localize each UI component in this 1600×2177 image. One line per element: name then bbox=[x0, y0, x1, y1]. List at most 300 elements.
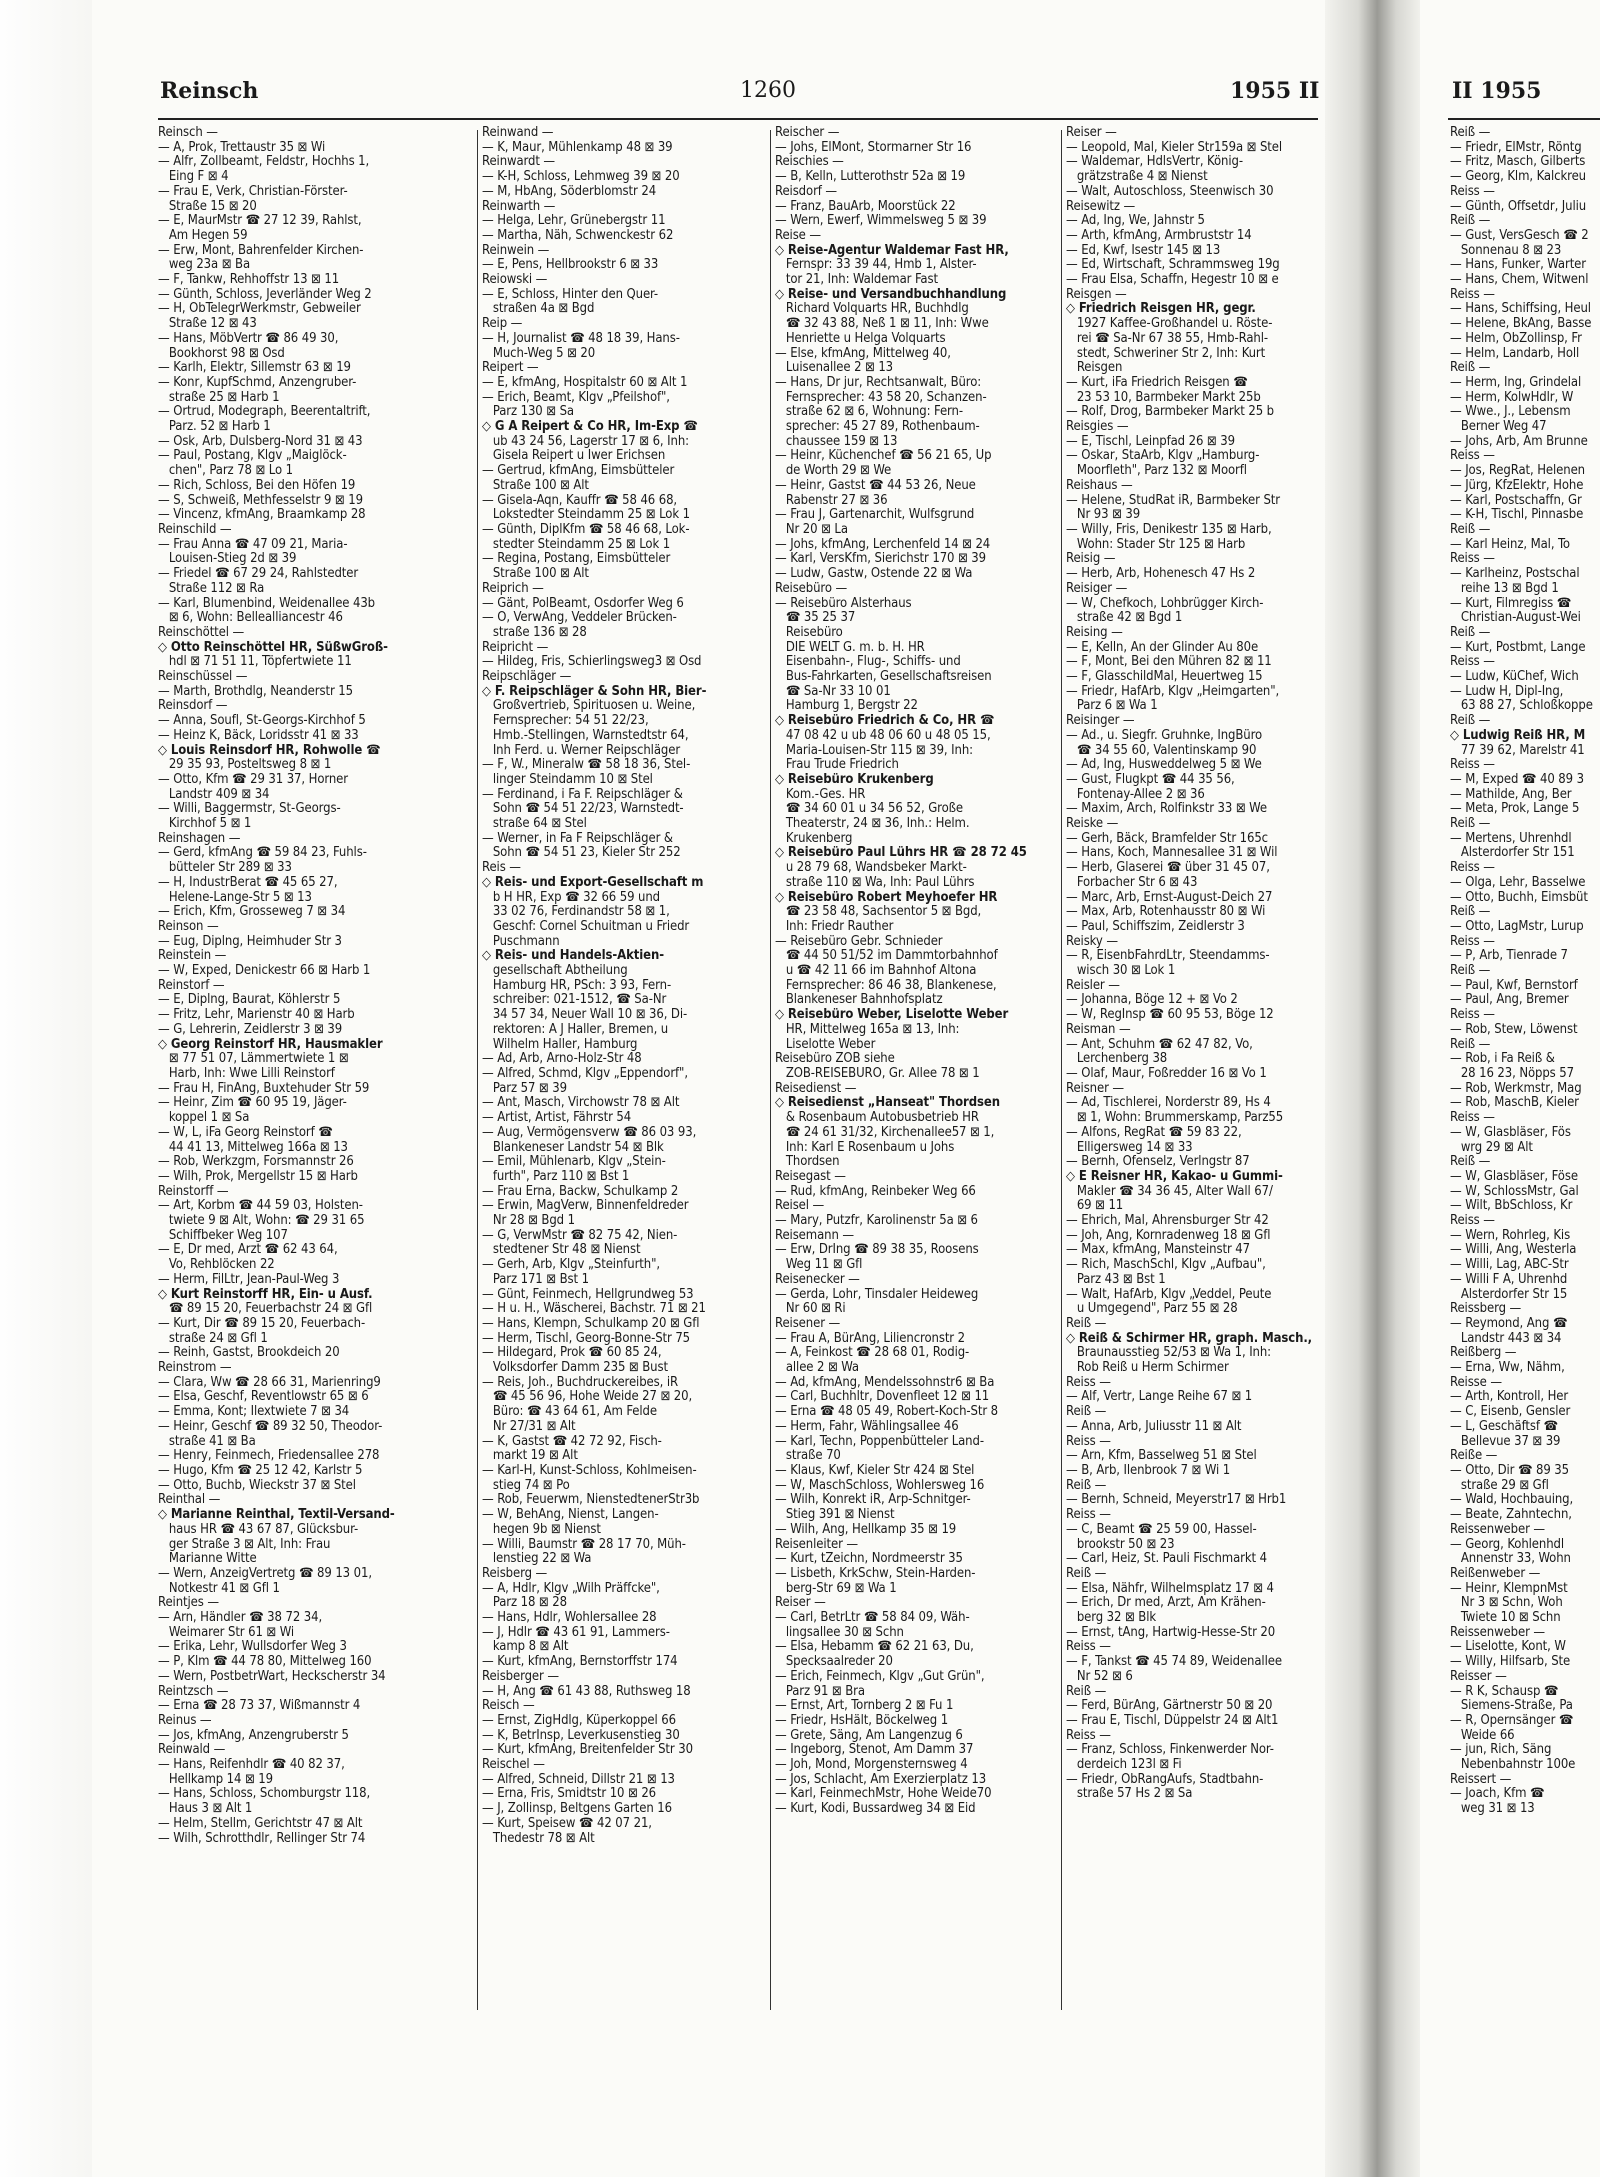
directory-entry: rektoren: A J Haller, Bremen, u bbox=[482, 1021, 669, 1037]
directory-entry: straße 57 Hs 2 ⊠ Sa bbox=[1066, 1786, 1193, 1802]
directory-entry: Nr 60 ⊠ Ri bbox=[775, 1301, 846, 1317]
directory-entry: ◇ Kurt Reinstorff HR, Ein- u Ausf. bbox=[158, 1286, 373, 1302]
directory-entry: straße 110 ⊠ Wa, Inh: Paul Lührs bbox=[775, 874, 975, 890]
directory-entry: Eing F ⊠ 4 bbox=[158, 169, 229, 185]
directory-entry: — W, MaschSchloss, Wohlersweg 16 bbox=[775, 1477, 985, 1493]
directory-entry: ub 43 24 56, Lagerstr 17 ⊠ 6, Inh: bbox=[482, 433, 689, 449]
directory-entry: — E, Tischl, Leinpfad 26 ⊠ 39 bbox=[1066, 433, 1235, 449]
directory-entry: ◇ E Reisner HR, Kakao- u Gummi- bbox=[1066, 1168, 1283, 1184]
directory-entry: Much-Weg 5 ⊠ 20 bbox=[482, 345, 596, 361]
directory-entry: — Franz, BauArb, Moorstück 22 bbox=[775, 198, 956, 214]
directory-entry: — Lisbeth, KrkSchw, Stein-Harden- bbox=[775, 1565, 976, 1581]
directory-entry: — Rich, MaschSchl, Klgv „Aufbau", bbox=[1066, 1257, 1266, 1273]
surname-heading: Reiss — bbox=[1450, 757, 1495, 773]
directory-entry: — Willi, Lag, ABC-Str bbox=[1450, 1257, 1569, 1273]
next-page-column bbox=[1450, 126, 1600, 2166]
directory-entry: grätzstraße 4 ⊠ Nienst bbox=[1066, 169, 1208, 185]
directory-entry: Nebenbahnstr 100e bbox=[1450, 1757, 1576, 1773]
directory-entry: — E, kfmAng, Hospitalstr 60 ⊠ Alt 1 bbox=[482, 374, 688, 390]
directory-entry: — Wwe., J., Lebensm bbox=[1450, 404, 1571, 420]
directory-entry: — Paul, Schiffszim, Zeidlerstr 3 bbox=[1066, 918, 1245, 934]
directory-entry: — Kurt, Postbmt, Lange bbox=[1450, 639, 1586, 655]
directory-entry: — Henry, Feinmech, Friedensallee 278 bbox=[158, 1448, 380, 1464]
directory-entry: Landstr 443 ⊠ 34 bbox=[1450, 1330, 1562, 1346]
directory-entry: lingsallee 30 ⊠ Schn bbox=[775, 1624, 904, 1640]
directory-entry: berg 32 ⊠ Blk bbox=[1066, 1610, 1157, 1626]
directory-entry: — Erna ☎ 28 73 37, Wißmannstr 4 bbox=[158, 1698, 361, 1714]
directory-entry: hdl ⊠ 71 51 11, Töpfertwiete 11 bbox=[158, 654, 352, 670]
directory-entry: — H, Journalist ☎ 48 18 39, Hans- bbox=[482, 330, 680, 346]
directory-entry: ☎ 45 56 96, Hohe Weide 27 ⊠ 20, bbox=[482, 1389, 693, 1405]
directory-entry: — Wern, Ewerf, Wimmelsweg 5 ⊠ 39 bbox=[775, 213, 987, 229]
directory-entry: Gisela Reipert u Iwer Erichsen bbox=[482, 448, 666, 464]
surname-heading: Reisemann — bbox=[775, 1227, 854, 1243]
directory-entry: — H, Ang ☎ 61 43 88, Ruthsweg 18 bbox=[482, 1683, 691, 1699]
directory-entry: — Alfons, RegRat ☎ 59 83 22, bbox=[1066, 1124, 1242, 1140]
directory-entry: ◇ Reis- und Export-Gesellschaft m bbox=[482, 874, 704, 890]
directory-entry: Inh: Friedr Rauther bbox=[775, 918, 894, 934]
surname-heading: Reiß — bbox=[1066, 1404, 1107, 1420]
directory-entry: ◇ Reisebüro Friedrich & Co, HR ☎ bbox=[775, 713, 995, 729]
directory-entry: — Emil, Mühlenarb, Klgv „Stein- bbox=[482, 1154, 666, 1170]
directory-entry: Weimarer Str 61 ⊠ Wi bbox=[158, 1624, 295, 1640]
surname-heading: Reiß — bbox=[1066, 1565, 1107, 1581]
directory-entry: — Erna ☎ 48 05 49, Robert-Koch-Str 8 bbox=[775, 1404, 998, 1420]
directory-entry: ⊠ 6, Wohn: Bellealliancestr 46 bbox=[158, 610, 343, 626]
directory-entry: — Kurt, Dir ☎ 89 15 20, Feuerbach- bbox=[158, 1315, 366, 1331]
directory-entry: Bookhorst 98 ⊠ Osd bbox=[158, 345, 285, 361]
surname-heading: Reis — bbox=[482, 860, 521, 876]
directory-entry: — Joh, Mond, Morgensternsweg 4 bbox=[775, 1757, 968, 1773]
directory-entry: — K-H, Schloss, Lehmweg 39 ⊠ 20 bbox=[482, 169, 680, 185]
surname-heading: Reisler — bbox=[1066, 977, 1120, 993]
directory-entry: Geschf: Cornel Schuitman u Friedr bbox=[482, 918, 690, 934]
directory-entry: DIE WELT G. m. b. H. HR bbox=[775, 639, 925, 655]
directory-entry: Marianne Witte bbox=[158, 1551, 257, 1567]
directory-entry: — Ferd, BürAng, Gärtnerstr 50 ⊠ 20 bbox=[1066, 1698, 1273, 1714]
directory-entry: — Helene, BkAng, Basse bbox=[1450, 316, 1592, 332]
directory-entry: Reisgen bbox=[1066, 360, 1123, 376]
surname-heading: Reisedienst — bbox=[775, 1080, 857, 1096]
directory-entry: Bellevue 37 ⊠ 39 bbox=[1450, 1433, 1561, 1449]
directory-entry: ◇ Reis- und Handels-Aktien- bbox=[482, 948, 664, 964]
directory-entry: straße 136 ⊠ 28 bbox=[482, 624, 587, 640]
surname-heading: Reinus — bbox=[158, 1712, 212, 1728]
directory-entry: Braunausstieg 52/53 ⊠ Wa 1, Inh: bbox=[1066, 1345, 1272, 1361]
directory-entry: 47 08 42 u ub 48 06 60 u 48 05 15, bbox=[775, 727, 991, 743]
directory-entry: — Willy, Fris, Denikestr 135 ⊠ Harb, bbox=[1066, 521, 1272, 537]
directory-entry: — F, Tankw, Rehhoffstr 13 ⊠ 11 bbox=[158, 272, 340, 288]
directory-entry: — W, Glasbläser, Föse bbox=[1450, 1168, 1578, 1184]
directory-entry: — Emma, Kont; Ilextwiete 7 ⊠ 34 bbox=[158, 1404, 350, 1420]
directory-entry: — Gertrud, kfmAng, Eimsbütteler bbox=[482, 463, 675, 479]
directory-entry: Nr 93 ⊠ 39 bbox=[1066, 507, 1141, 523]
directory-entry: Sohn ☎ 54 51 22/23, Warnstedt- bbox=[482, 801, 684, 817]
directory-entry: Thedestr 78 ⊠ Alt bbox=[482, 1830, 595, 1846]
directory-entry: Fernsprecher: 43 58 20, Schanzen- bbox=[775, 389, 987, 405]
directory-entry: stieg 74 ⊠ Po bbox=[482, 1477, 570, 1493]
directory-entry: — Wilh, Konrekt iR, Arp-Schnitger- bbox=[775, 1492, 971, 1508]
directory-entry: — Otto, Dir ☎ 89 35 bbox=[1450, 1462, 1569, 1478]
directory-entry: — Johanna, Böge 12 + ⊠ Vo 2 bbox=[1066, 992, 1238, 1008]
directory-entry: — Friedr, HafArb, Klgv „Heimgarten", bbox=[1066, 683, 1280, 699]
directory-entry: — Ant, Masch, Virchowstr 78 ⊠ Alt bbox=[482, 1095, 680, 1111]
surname-heading: Reinschöttel — bbox=[158, 624, 245, 640]
directory-entry: Kom.-Ges. HR bbox=[775, 786, 866, 802]
directory-entry: — Helm, ObZollinsp, Fr bbox=[1450, 330, 1582, 346]
directory-entry: — Erna, Fris, Smidtstr 10 ⊠ 26 bbox=[482, 1786, 657, 1802]
directory-entry: — Kurt, kfmAng, Breitenfelder Str 30 bbox=[482, 1742, 693, 1758]
directory-entry: Sonnenau 8 ⊠ 23 bbox=[1450, 242, 1562, 258]
directory-entry: Frau Trude Friedrich bbox=[775, 757, 899, 773]
directory-entry: Fernspr: 33 39 44, Hmb 1, Alster- bbox=[775, 257, 977, 273]
directory-entry: — R K, Schausp ☎ bbox=[1450, 1683, 1559, 1699]
directory-entry: — Willi F A, Uhrenhd bbox=[1450, 1271, 1568, 1287]
directory-entry: — Reisebüro Gebr. Schnieder bbox=[775, 933, 943, 949]
directory-entry: — Karlheinz, Postschal bbox=[1450, 566, 1580, 582]
surname-heading: Reiss — bbox=[1450, 1007, 1495, 1023]
directory-entry: — Fritz, Masch, Gilberts bbox=[1450, 154, 1586, 170]
directory-entry: — Olga, Lehr, Basselwe bbox=[1450, 874, 1586, 890]
directory-entry: — Johs, Arb, Am Brunne bbox=[1450, 433, 1588, 449]
directory-entry: — Mathilde, Ang, Ber bbox=[1450, 786, 1572, 802]
column-divider bbox=[1061, 130, 1062, 2010]
directory-entry: — Clara, Ww ☎ 28 66 31, Marienring9 bbox=[158, 1374, 381, 1390]
surname-heading: Reisinger — bbox=[1066, 713, 1135, 729]
directory-entry: Makler ☎ 34 36 45, Alter Wall 67/ bbox=[1066, 1183, 1273, 1199]
directory-entry: — Frau H, FinAng, Buxtehuder Str 59 bbox=[158, 1080, 370, 1096]
directory-entry: straße 62 ⊠ 6, Wohnung: Fern- bbox=[775, 404, 963, 420]
directory-entry: — Werner, in Fa F Reipschläger & bbox=[482, 830, 673, 846]
directory-entry: Fernsprecher: 54 51 22/23, bbox=[482, 713, 649, 729]
directory-entry: Blankeneser Bahnhofsplatz bbox=[775, 992, 943, 1008]
directory-entry: — Fritz, Lehr, Marienstr 40 ⊠ Harb bbox=[158, 1007, 355, 1023]
directory-entry: — Leopold, Mal, Kieler Str159a ⊠ Stel bbox=[1066, 139, 1283, 155]
directory-entry: — Herm, Fahr, Wählingsallee 46 bbox=[775, 1418, 959, 1434]
directory-entry: lenstieg 22 ⊠ Wa bbox=[482, 1551, 592, 1567]
directory-entry: — Friedr, HsHält, Böckelweg 1 bbox=[775, 1712, 949, 1728]
directory-entry: — Frau E, Tischl, Düppelstr 24 ⊠ Alt1 bbox=[1066, 1712, 1279, 1728]
directory-entry: — Friedr, ObRangAufs, Stadtbahn- bbox=[1066, 1771, 1264, 1787]
directory-entry: reihe 13 ⊠ Bgd 1 bbox=[1450, 580, 1559, 596]
directory-entry: — Hans, Koch, Mannesallee 31 ⊠ Wil bbox=[1066, 845, 1278, 861]
surname-heading: Reissenweber — bbox=[1450, 1521, 1545, 1537]
surname-heading: Reiss — bbox=[1450, 933, 1495, 949]
surname-heading: Reissberg — bbox=[1450, 1301, 1522, 1317]
directory-entry: — Ad, kfmAng, Mendelssohnstr6 ⊠ Ba bbox=[775, 1374, 995, 1390]
directory-entry: — Hans, Schloss, Schomburgstr 118, bbox=[158, 1786, 371, 1802]
surname-heading: Reiß — bbox=[1450, 360, 1491, 376]
directory-entry: — Gust, Flugkpt ☎ 44 35 56, bbox=[1066, 771, 1235, 787]
directory-entry: stedt, Schweriner Str 2, Inh: Kurt bbox=[1066, 345, 1266, 361]
directory-entry: — Willi, Baumstr ☎ 28 17 70, Müh- bbox=[482, 1536, 686, 1552]
surname-heading: Reishaus — bbox=[1066, 477, 1133, 493]
directory-entry: — Frau Erna, Backw, Schulkamp 2 bbox=[482, 1183, 679, 1199]
directory-entry: — E, Dr med, Arzt ☎ 62 43 64, bbox=[158, 1242, 338, 1258]
directory-entry: — R, Opernsänger ☎ bbox=[1450, 1712, 1574, 1728]
directory-entry: — Hans, MöbVertr ☎ 86 49 30, bbox=[158, 330, 339, 346]
directory-entry: — K, Maur, Mühlenkamp 48 ⊠ 39 bbox=[482, 139, 673, 155]
directory-entry: — Klaus, Kwf, Kieler Str 424 ⊠ Stel bbox=[775, 1462, 975, 1478]
directory-entry: Kirchhof 5 ⊠ 1 bbox=[158, 816, 252, 832]
surname-heading: Reiss — bbox=[1450, 1110, 1495, 1126]
directory-entry: — Rich, Schloss, Bei den Höfen 19 bbox=[158, 477, 356, 493]
directory-entry: Haus 3 ⊠ Alt 1 bbox=[158, 1801, 253, 1817]
directory-entry: — W, L, iFa Georg Reinstorf ☎ bbox=[158, 1124, 333, 1140]
directory-entry: — Gänt, PolBeamt, Osdorfer Weg 6 bbox=[482, 595, 684, 611]
directory-entry: 23 53 10, Barmbeker Markt 25b bbox=[1066, 389, 1261, 405]
directory-entry: Liselotte Weber bbox=[775, 1036, 876, 1052]
surname-heading: Reiss — bbox=[1066, 1433, 1111, 1449]
directory-entry: — Jürg, KfzElektr, Hohe bbox=[1450, 477, 1584, 493]
directory-entry: Wilhelm Haller, Hamburg bbox=[482, 1036, 638, 1052]
surname-heading: Reiss — bbox=[1450, 860, 1495, 876]
directory-entry: ◇ Marianne Reinthal, Textil-Versand- bbox=[158, 1507, 395, 1523]
directory-entry: — Olaf, Maur, Foßredder 16 ⊠ Vo 1 bbox=[1066, 1066, 1267, 1081]
directory-entry: Puschmann bbox=[482, 933, 560, 949]
surname-heading: Reiowski — bbox=[482, 272, 548, 288]
directory-entry: — Reisebüro Alsterhaus bbox=[775, 595, 912, 611]
surname-heading: Reiß — bbox=[1450, 904, 1491, 920]
directory-entry: — S, Schweiß, Methfesselstr 9 ⊠ 19 bbox=[158, 492, 363, 508]
surname-heading: Reinsdorf — bbox=[158, 698, 228, 714]
directory-entry: Straße 112 ⊠ Ra bbox=[158, 580, 265, 596]
directory-entry: koppel 1 ⊠ Sa bbox=[158, 1110, 250, 1126]
directory-entry: — B, Arb, Ilenbrook 7 ⊠ Wi 1 bbox=[1066, 1462, 1231, 1478]
surname-heading: Reipert — bbox=[482, 360, 539, 376]
book-gutter bbox=[1325, 0, 1420, 2177]
directory-entry: ☎ 32 43 88, Neß 1 ⊠ 11, Inh: Wwe bbox=[775, 316, 989, 332]
surname-heading: Reintzsch — bbox=[158, 1683, 229, 1699]
surname-heading: Reisberger — bbox=[482, 1668, 559, 1684]
directory-entry: — Willi, Ang, Westerla bbox=[1450, 1242, 1577, 1258]
surname-heading: Reising — bbox=[1066, 624, 1123, 640]
directory-entry: Thordsen bbox=[775, 1154, 840, 1170]
directory-entry: sprecher: 45 27 89, Rothenbaum- bbox=[775, 419, 980, 435]
directory-entry: — Erwin, MagVerw, Binnenfeldreder bbox=[482, 1198, 689, 1214]
surname-heading: Reiser — bbox=[775, 1595, 826, 1611]
directory-entry: — Karl Heinz, Mal, To bbox=[1450, 536, 1570, 552]
directory-entry: derdeich 123l ⊠ Fi bbox=[1066, 1757, 1182, 1773]
directory-entry: — Erna, Ww, Nähm, bbox=[1450, 1360, 1565, 1376]
surname-heading: Reiss — bbox=[1450, 183, 1495, 199]
surname-heading: Reißenweber — bbox=[1450, 1565, 1541, 1581]
directory-entry: — Konr, KupfSchmd, Anzengruber- bbox=[158, 374, 357, 390]
directory-entry: rei ☎ Sa-Nr 67 38 55, Hmb-Rahl- bbox=[1066, 330, 1269, 346]
surname-heading: Reinwald — bbox=[158, 1742, 226, 1758]
directory-entry: — Wern, Rohrleg, Kis bbox=[1450, 1227, 1571, 1243]
directory-entry: Henriette u Helga Volquarts bbox=[775, 330, 946, 346]
surname-heading: Reintjes — bbox=[158, 1595, 219, 1611]
directory-entry: — Otto, Buchb, Wieckstr 37 ⊠ Stel bbox=[158, 1477, 356, 1493]
directory-entry: — Rob, MaschB, Kieler bbox=[1450, 1095, 1579, 1111]
directory-entry: — Bernh, Ofenselz, Verlngstr 87 bbox=[1066, 1154, 1250, 1170]
directory-entry: Inh: Karl E Rosenbaum u Johs bbox=[775, 1139, 955, 1155]
surname-heading: Reisebüro — bbox=[775, 580, 848, 596]
directory-entry: bütteler Str 289 ⊠ 33 bbox=[158, 860, 292, 876]
directory-entry: ◇ Reisebüro Paul Lührs HR ☎ 28 72 45 bbox=[775, 845, 1027, 861]
directory-entry: ☎ Sa-Nr 33 10 01 bbox=[775, 683, 891, 699]
directory-entry: straße 24 ⊠ Gfl 1 bbox=[158, 1330, 268, 1346]
surname-heading: Reisman — bbox=[1066, 1021, 1131, 1037]
directory-entry: — Otto, Buchh, Eimsbüt bbox=[1450, 889, 1588, 905]
directory-entry: — P, Klm ☎ 44 78 80, Mittelweg 160 bbox=[158, 1654, 372, 1670]
directory-entry: Lokstedter Steindamm 25 ⊠ Lok 1 bbox=[482, 507, 690, 523]
directory-entry: ◇ Georg Reinstorf HR, Hausmakler bbox=[158, 1036, 383, 1052]
directory-entry: — Walt, Autoschloss, Steenwisch 30 bbox=[1066, 183, 1274, 199]
surname-heading: Reinthal — bbox=[158, 1492, 221, 1508]
directory-entry: — Paul, Postang, Klgv „Maiglöck- bbox=[158, 448, 347, 464]
directory-entry: — Jos, kfmAng, Anzengruberstr 5 bbox=[158, 1727, 349, 1743]
directory-entry: Annenstr 33, Wohn bbox=[1450, 1551, 1571, 1567]
surname-heading: Reiss — bbox=[1066, 1374, 1111, 1390]
directory-entry: — Mertens, Uhrenhdl bbox=[1450, 830, 1572, 846]
directory-entry: ☎ 24 61 31/32, Kirchenallee57 ⊠ 1, bbox=[775, 1124, 995, 1140]
surname-heading: Reißberg — bbox=[1450, 1345, 1517, 1361]
directory-entry: — Helene, StudRat iR, Barmbeker Str bbox=[1066, 492, 1280, 508]
directory-entry: — Ludw, Gastw, Ostende 22 ⊠ Wa bbox=[775, 566, 973, 582]
directory-entry: — Osk, Arb, Dulsberg-Nord 31 ⊠ 43 bbox=[158, 433, 363, 449]
directory-entry: chen", Parz 78 ⊠ Lo 1 bbox=[158, 463, 293, 479]
directory-entry: — Herm, Tischl, Georg-Bonne-Str 75 bbox=[482, 1330, 691, 1346]
surname-heading: Reisgen — bbox=[1066, 286, 1127, 302]
directory-entry: — Ad, Tischlerei, Norderstr 89, Hs 4 bbox=[1066, 1095, 1271, 1111]
running-head-name: Reinsch bbox=[160, 78, 259, 104]
directory-entry: Fontenay-Allee 2 ⊠ 36 bbox=[1066, 786, 1205, 802]
directory-entry: — F, Tankst ☎ 45 74 89, Weidenallee bbox=[1066, 1654, 1282, 1670]
directory-entry: — Karl, Techn, Poppenbütteler Land- bbox=[775, 1433, 984, 1449]
directory-entry: ⊠ 1, Wohn: Brummerskamp, Parz55 bbox=[1066, 1110, 1284, 1126]
directory-entry: linger Steindamm 10 ⊠ Stel bbox=[482, 771, 653, 787]
surname-heading: Reiß — bbox=[1450, 624, 1491, 640]
directory-entry: — Elsa, Nähfr, Wilhelmsplatz 17 ⊠ 4 bbox=[1066, 1580, 1274, 1596]
directory-entry: — Rob, Werkmstr, Mag bbox=[1450, 1080, 1582, 1096]
directory-entry: Elligersweg 14 ⊠ 33 bbox=[1066, 1139, 1193, 1155]
directory-entry: — Paul, Ang, Bremer bbox=[1450, 992, 1569, 1008]
directory-entry: — Otto, LagMstr, Lurup bbox=[1450, 918, 1584, 934]
directory-entry: Weide 66 bbox=[1450, 1727, 1515, 1743]
directory-entry: Twiete 10 ⊠ Schn bbox=[1450, 1610, 1561, 1626]
directory-entry: — Otto, Kfm ☎ 29 31 37, Horner bbox=[158, 771, 348, 787]
directory-entry: 34 57 34, Neuer Wall 10 ⊠ 36, Di- bbox=[482, 1007, 688, 1023]
directory-entry: ◇ Reisebüro Weber, Liselotte Weber bbox=[775, 1007, 1009, 1023]
directory-entry: — Wilh, Ang, Hellkamp 35 ⊠ 19 bbox=[775, 1521, 957, 1537]
directory-entry: straße 70 bbox=[775, 1448, 841, 1464]
directory-entry: — Ed, Kwf, Isestr 145 ⊠ 13 bbox=[1066, 242, 1221, 258]
directory-entry: — Frau Anna ☎ 47 09 21, Maria- bbox=[158, 536, 348, 552]
directory-entry: — C, Eisenb, Gensler bbox=[1450, 1404, 1571, 1420]
directory-entry: — W, Exped, Denickestr 66 ⊠ Harb 1 bbox=[158, 963, 371, 979]
directory-entry: — Herm, FilLtr, Jean-Paul-Weg 3 bbox=[158, 1271, 340, 1287]
surname-heading: Reiss — bbox=[1450, 1213, 1495, 1229]
surname-heading: Reiske — bbox=[1066, 816, 1119, 832]
directory-entry: Parz 130 ⊠ Sa bbox=[482, 404, 574, 420]
directory-entry: — Ad., u. Siegfr. Gruhnke, IngBüro bbox=[1066, 727, 1263, 743]
directory-entry: — W, Chefkoch, Lohbrügger Kirch- bbox=[1066, 595, 1264, 611]
directory-entry: — Joh, Ang, Kornradenweg 18 ⊠ Gfl bbox=[1066, 1227, 1271, 1243]
directory-entry: — Ferdinand, i Fa F. Reipschläger & bbox=[482, 786, 683, 802]
surname-heading: Reiss — bbox=[1066, 1507, 1111, 1523]
directory-entry: — W, Glasbläser, Fös bbox=[1450, 1124, 1571, 1140]
directory-entry: — Friedel ☎ 67 29 24, Rahlstedter bbox=[158, 566, 359, 582]
directory-entry: — Günth, Schloss, Jeverländer Weg 2 bbox=[158, 286, 372, 302]
directory-entry: Bus-Fahrkarten, Gesellschaftsreisen bbox=[775, 669, 992, 685]
directory-entry: — Erich, Beamt, Klgv „Pfeilshof", bbox=[482, 389, 670, 405]
directory-entry: Vo, Rehblöcken 22 bbox=[158, 1257, 275, 1273]
directory-entry: — Erich, Feinmech, Klgv „Gut Grün", bbox=[775, 1668, 985, 1684]
directory-entry: — Heinr, Zim ☎ 60 95 19, Jäger- bbox=[158, 1095, 347, 1111]
directory-entry: — Walt, HafArb, Klgv „Veddel, Peute bbox=[1066, 1286, 1272, 1302]
surname-heading: Reischer — bbox=[775, 126, 840, 140]
surname-heading: Reiser — bbox=[1066, 126, 1117, 140]
directory-entry: — E, Diplng, Baurat, Köhlerstr 5 bbox=[158, 992, 341, 1008]
directory-entry: ◇ Reiß & Schirmer HR, graph. Masch., bbox=[1066, 1330, 1313, 1346]
directory-column-4 bbox=[1066, 126, 1320, 2166]
directory-entry: Krukenberg bbox=[775, 830, 853, 846]
directory-entry: — Regina, Postang, Eimsbütteler bbox=[482, 551, 671, 567]
surname-heading: Reissenweber — bbox=[1450, 1624, 1545, 1640]
directory-entry: — A, Feinkost ☎ 28 68 01, Rodig- bbox=[775, 1345, 970, 1361]
directory-entry: — Hildeg, Fris, Schierlingsweg3 ⊠ Osd bbox=[482, 654, 702, 670]
directory-entry: — Grete, Säng, Am Langenzug 6 bbox=[775, 1727, 963, 1743]
directory-entry: — F, W., Mineralw ☎ 58 18 36, Stel- bbox=[482, 757, 691, 773]
directory-entry: — Gerd, kfmAng ☎ 59 84 23, Fuhls- bbox=[158, 845, 367, 861]
surname-heading: Reinstorff — bbox=[158, 1183, 229, 1199]
directory-entry: Moorfleth", Parz 132 ⊠ Moorfl bbox=[1066, 463, 1247, 479]
directory-entry: ☎ 34 60 01 u 34 56 52, Große bbox=[775, 801, 964, 817]
directory-entry: Nr 20 ⊠ La bbox=[775, 521, 848, 537]
directory-entry: — Wern, AnzeigVertretg ☎ 89 13 01, bbox=[158, 1565, 372, 1581]
directory-entry: — Hugo, Kfm ☎ 25 12 42, Karlstr 5 bbox=[158, 1462, 363, 1478]
directory-entry: — Gerh, Arb, Klgv „Steinfurth", bbox=[482, 1257, 660, 1273]
directory-entry: brookstr 50 ⊠ 23 bbox=[1066, 1536, 1175, 1552]
directory-entry: Luisenallee 2 ⊠ 13 bbox=[775, 360, 894, 376]
directory-entry: b H HR, Exp ☎ 32 66 59 und bbox=[482, 889, 661, 905]
directory-entry: — Frau A, BürAng, Liliencronstr 2 bbox=[775, 1330, 965, 1346]
directory-entry: — Artist, Artist, Fährstr 54 bbox=[482, 1110, 632, 1126]
directory-entry: stedtener Str 48 ⊠ Nienst bbox=[482, 1242, 641, 1258]
directory-entry: — Wilh, Schrotthdlr, Rellinger Str 74 bbox=[158, 1830, 366, 1846]
directory-entry: 29 35 93, Posteltsweg 8 ⊠ 1 bbox=[158, 757, 332, 773]
surname-heading: Reisch — bbox=[482, 1698, 535, 1714]
directory-entry: — Karl, Postschaffn, Gr bbox=[1450, 492, 1582, 508]
directory-entry: — Gust, VersGesch ☎ 2 bbox=[1450, 227, 1589, 243]
directory-entry: — Bernh, Schneid, Meyerstr17 ⊠ Hrb1 bbox=[1066, 1492, 1287, 1508]
directory-entry: 63 88 27, Schloßkoppe bbox=[1450, 698, 1593, 714]
directory-entry: — C, Beamt ☎ 25 59 00, Hassel- bbox=[1066, 1521, 1257, 1537]
directory-entry: — Vincenz, kfmAng, Braamkamp 28 bbox=[158, 507, 366, 523]
directory-entry: Weg 11 ⊠ Gfl bbox=[775, 1257, 863, 1273]
directory-entry: — Ad, Ing, We, Jahnstr 5 bbox=[1066, 213, 1205, 229]
surname-heading: Reipricht — bbox=[482, 639, 549, 655]
directory-entry: Landstr 409 ⊠ 34 bbox=[158, 786, 270, 802]
directory-entry: — Wern, PostbetrWart, Heckscherstr 34 bbox=[158, 1668, 386, 1684]
directory-entry: — Karl, VersKfm, Sierichstr 170 ⊠ 39 bbox=[775, 551, 986, 567]
directory-entry: stedter Steindamm 25 ⊠ Lok 1 bbox=[482, 536, 671, 552]
directory-entry: Theaterstr, 24 ⊠ 36, Inh.: Helm. bbox=[775, 816, 970, 832]
directory-entry: wrg 29 ⊠ Alt bbox=[1450, 1139, 1533, 1155]
directory-column-3 bbox=[775, 126, 1057, 2166]
directory-entry: — Arth, Kontroll, Her bbox=[1450, 1389, 1569, 1405]
directory-entry: Parz. 52 ⊠ Harb 1 bbox=[158, 419, 271, 435]
directory-entry: — H u. H., Wäscherei, Bachstr. 71 ⊠ 21 bbox=[482, 1301, 706, 1317]
directory-entry: Rabenstr 27 ⊠ 36 bbox=[775, 492, 888, 508]
directory-entry: — Willy, Hilfsarb, Ste bbox=[1450, 1654, 1571, 1670]
surname-heading: Reiss — bbox=[1450, 654, 1495, 670]
surname-heading: Reisner — bbox=[1066, 1080, 1125, 1096]
directory-entry: — Herm, KolwHdlr, W bbox=[1450, 389, 1574, 405]
directory-entry: — Wald, Hochbauing, bbox=[1450, 1492, 1574, 1508]
